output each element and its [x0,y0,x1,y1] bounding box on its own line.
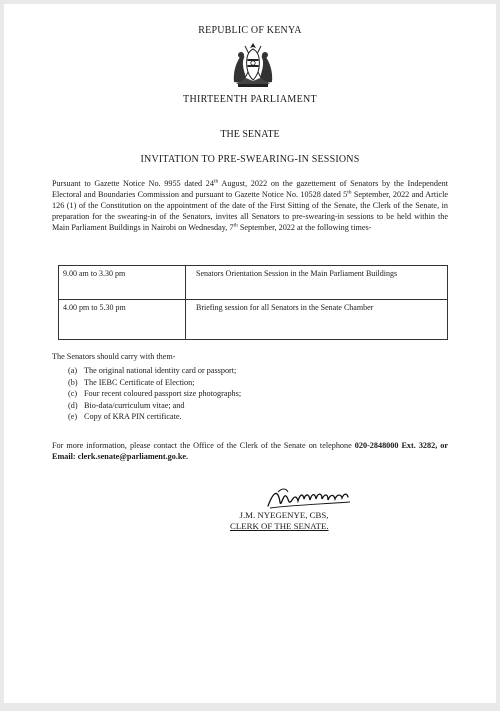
house-heading: THE SENATE [220,129,280,140]
schedule-time: 4.00 pm to 5.30 pm [59,300,186,340]
list-item [68,411,241,423]
list-item [68,400,241,412]
list-marker: (c) [68,389,78,398]
list-text: The original national identity card or passport; [84,366,237,375]
list-item [68,377,241,389]
list-text: The IEBC Certificate of Election; [84,377,195,387]
schedule-table [58,265,448,340]
document-title: INVITATION TO PRE-SWEARING-IN SESSIONS [140,154,360,165]
list-marker: (e) [68,412,78,421]
list-text: Copy of KRA PIN certificate. [84,412,182,421]
schedule-session: Senators Orientation Session in the Main Parliament Buildings [186,266,448,300]
intro-paragraph: Pursuant to Gazette Notice No. 9955 dated 24th August, 2022 on the gazettement of Senators by the Independent Electoral and Boundaries Commission and pursuant to Gazette Notice No. 10528 dated 5th September, 2022 and Article 126 (1) of the Constitution on the appointment of the date of the First Sitting of the Senate, the Clerk of the Senate, in preparation for the swearing-in of the Senators, invites all Senators to pre-swearing-in sessions to be held within the Main Parliament Buildings in Nairobi on Wednesday, 7th September, 2022 at the following times- [52,178,448,232]
list-item [68,388,241,400]
list-marker: (d) [68,400,78,410]
table-row [59,300,448,340]
republic-heading: REPUBLIC OF KENYA [198,25,302,36]
schedule-time: 9.00 am to 3.30 pm [59,266,186,300]
list-marker: (a) [68,366,78,375]
kenya-coat-of-arms-icon [228,40,278,90]
requirements-list [68,365,241,423]
list-item [68,365,241,377]
document-page [4,4,496,703]
parliament-heading: THIRTEENTH PARLIAMENT [183,94,317,105]
signatory-title: CLERK OF THE SENATE. [230,521,329,531]
signatory-name: J.M. NYEGENYE, CBS, [239,510,329,520]
list-marker: (b) [68,377,78,387]
contact-details: 020-2848000 Ext. 3282, or Email: clerk.senate@parliament.go.ke. [52,441,448,461]
carry-intro: The Senators should carry with them- [52,352,176,361]
list-text: Four recent coloured passport size photographs; [84,389,242,398]
contact-paragraph: For more information, please contact the Office of the Clerk of the Senate on telephone 020-2848000 Ext. 3282, or Email: clerk.senate@parliament.go.ke. [52,441,448,461]
table-row [59,266,448,300]
schedule-session: Briefing session for all Senators in the Senate Chamber [186,300,448,340]
list-text: Bio-data/curriculum vitae; and [84,400,185,410]
